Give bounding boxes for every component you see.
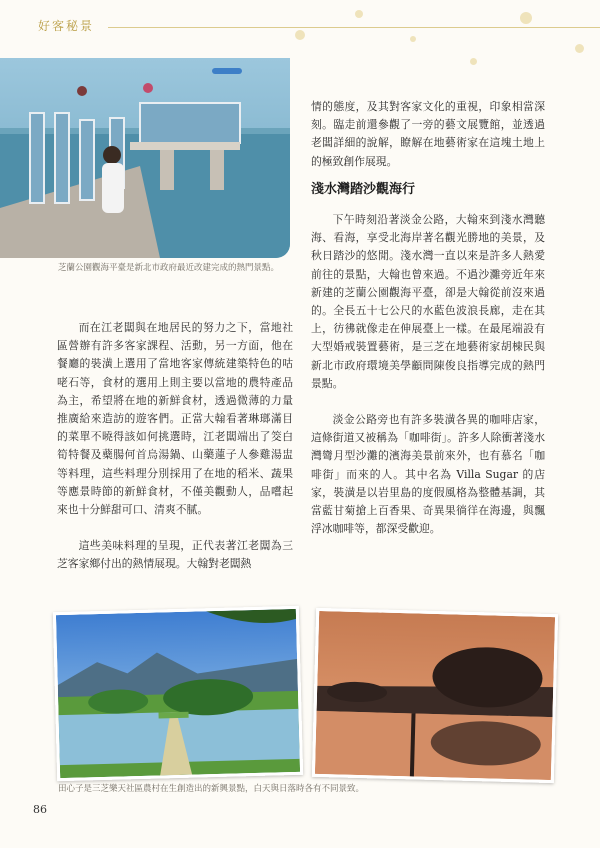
- seaside-viewing-platform-photo: [0, 58, 290, 258]
- continued-paragraph: 情的態度，及其對客家文化的重視，印象相當深刻。臨走前還參觀了一旁的藝文展覽館，並透過老闆詳細的說解，瞭解在地藝術家在這塊土地上的極致創作展現。: [311, 100, 545, 168]
- decor-dot: [575, 44, 584, 53]
- section-label: 好客秘景: [38, 19, 95, 33]
- decor-dot: [520, 12, 532, 24]
- rice-field-day-photo: [56, 609, 300, 778]
- body-paragraph: 這些美味料理的呈現，正代表著江老闆為三芝客家鄉付出的熱情展現。大翰對老闆熱: [57, 539, 293, 571]
- body-paragraph: 淡金公路旁也有許多裝潢各異的咖啡店家，這條街道又被稱為「咖啡街」。許多人除衝著淺水灣彎月型沙灘的濱海美景前來外，也有慕名「咖啡街」而來的人。其中名為 Villa Sugar 的店家，裝潢是以岩里島的度假風格為整體基調，其當藍甘菊搶上百香果、奇異果徜徉在海邊，與飄浮冰咖啡等，都深受歡迎。: [311, 413, 545, 536]
- decor-dot: [295, 30, 305, 40]
- top-photo: [0, 58, 290, 258]
- rice-field-sunset-photo: [315, 611, 555, 780]
- header-rule: [108, 27, 600, 28]
- bottom-left-photo: [53, 606, 303, 781]
- left-column: [57, 319, 293, 574]
- bottom-photos-caption: 田心子是三芝樂天社區農村在生創造出的新興景點，白天與日落時各有不同景致。: [58, 784, 365, 794]
- decor-dot: [470, 58, 477, 65]
- decor-dot: [410, 36, 416, 42]
- body-paragraph: 下午時刻沿著淡金公路，大翰來到淺水灣聽海、看海，享受北海岸著名觀光勝地的美景，及秋日踏沙的悠閒。淺水灣一直以來是許多人熱愛前往的景點，大翰也曾來過。不過沙灘旁近年來新建的芝蘭公園觀海平臺，卻是大翰從前沒來過的。全長五十七公尺的水藍色波浪長廊，走在其上，彷彿就像走在伸展臺上一樣。在最尾端設有大型婚戒裝置藝術，是三芝在地藝術家胡棟民與新北市政府環境美學顧問陳俊良指導完成的熱門景點。: [311, 213, 545, 390]
- body-paragraph: 而在江老闆與在地居民的努力之下，當地社區營辦有許多客家課程、活動，另一方面，他在餐廳的裝潢上選用了當地客家傳統建築特色的咕咾石等，食材的選用上則主要以當地的農特產品為主，希望將在地的新鮮食材，透過微薄的力量推廣給來造訪的遊客們。正當大翰看著琳瑯滿目的菜單不曉得該如何挑選時，江老闆端出了筊白筍特餐及蘗腸何首烏湯鍋、山藥蓮子人參雞湯盅等料理，這些料理分別採用了在地的稻米、蔬果等應景時節的新鮮食材，不僅美觀動人，品嚐起來也十分鮮甜可口、清爽不膩。: [57, 321, 293, 517]
- top-photo-caption: 芝蘭公園觀海平臺是新北市政府最近改建完成的熱門景點。: [58, 263, 280, 273]
- section-subheading: 淺水灣踏沙觀海行: [311, 181, 416, 197]
- right-column: [311, 98, 545, 538]
- bottom-right-photo: [312, 608, 558, 783]
- decor-dot: [355, 10, 363, 18]
- page-number: 86: [33, 803, 47, 816]
